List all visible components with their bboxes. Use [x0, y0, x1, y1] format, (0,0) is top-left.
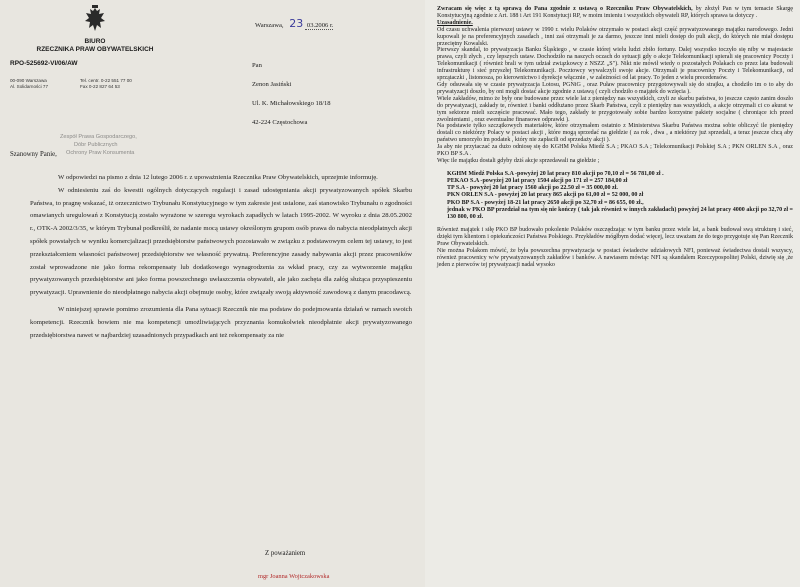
heading-rest: by złożył Pan w tym temacie Skargę Konstytucyjną zgodnie z Art. 188 i Art 191 Konstytucji RP, w moim imieniu i wszystkich obywateli RP, których sprawa ta dotyczy . — [437, 6, 793, 19]
stock-line: PKN ORLEN S.A - powyżej 20 lat pracy 865 akcji po 61,00 zł = 52 000, 00 zł — [447, 192, 644, 199]
complaint-paragraph: Ja aby nie przytaczać za dużo odniosę się do KGHM Polska Miedź S.A ; PKAO S.A ; Telekomunikacji Polskiej S.A ; PKN ORLEN S.A , oraz PKO BP S.A . — [437, 144, 793, 158]
stock-line: TP S.A - powyżej 20 lat pracy 1560 akcji po 22.50 zł = 35 000,00 zł. — [447, 185, 618, 192]
greeting: Szanowny Panie, — [10, 151, 57, 158]
right-letter-page — [425, 0, 800, 587]
office-address — [10, 78, 48, 90]
phone-line: Tel. centr. 0-22 551 77 00 — [80, 78, 132, 83]
recipient-street: Ul. K. Michałowskiego 18/18 — [252, 100, 331, 107]
heading-bold: Zwracam się więc z tą sprawą do Pana zgodnie z ustawą o Rzeczniku Praw Obywatelskich, — [437, 6, 693, 12]
handwritten-day: 23 — [289, 17, 304, 30]
phone-line: Fax 0-22 827 64 53 — [80, 84, 120, 89]
complaint-paragraph: Również majątek i siłę PKO BP budowało pokolenie Polaków oszczędzając w tym banku przez wiele lat, a bank budował swą strukturę i sieć, dzięki tym klientom i opiekuńczości Państwa Polskiego. Przykładów mógłbym dodać więcej, lecz uważam że do tego przygotuje się Pan Rzecznik Praw Obywatelskich. — [437, 227, 793, 248]
date-rest: 03.2006 r. — [306, 22, 334, 29]
complaint-paragraph: Na podstawie tylko szczątkowych materiałów, które otrzymałem ostatnio z Ministerstwa Skarbu Państwa można sobie obliczyć ile pieniędzy dostali co niektórzy Polacy w postaci akcji , które mogą sprzedać na giełdzie ( za rok , dwa , a niektórzy już sprzedali, a teraz jeszcze chcą aby państwo umorzyło im podatek , który nie zapłacili od sprzedaży akcji ). — [437, 123, 793, 144]
stock-line: jednak w PKO BP przedział na tym się nie kończy ( tak jak również w innych zakładach) powyżej 24 lat pracy 4000 akcji po 32,70 zł = 130 800, 00 zł. — [447, 206, 793, 221]
complaint-body — [437, 6, 793, 269]
stock-list — [447, 171, 793, 221]
recipient-salutation: Pan — [252, 62, 262, 69]
complaint-paragraph: Więc ile majątku dostali gdyby dziś akcje sprzedawali na giełdzie ; — [437, 157, 600, 164]
recipient-city: 42-224 Częstochowa — [252, 119, 308, 126]
complaint-paragraph: Pierwszy skandal, to prywatyzacja Banku Śląskiego , w czasie której wielu ludzi zbiło fortuny. Dalej wszystko toczyło się niby w majestacie prawa, czyli złych , czy lepszych ustaw. Dochodziło na naszych oczach do sytuacji gdy o akcje Telekomunikacji spierali się pracownicy Poczty i Telekomunikacji ( również brali w tym udział związkowcy z NSZZ „S"). Nikt nie mówił wtedy o pozostałych Polakach co przez lata budowali infrastrukturę i sieć przyszłej Telekomunikacji. Pocztowcy wywalczyli swoje akcje. Otrzymali je pracownicy Poczty i Telekomunikacji, od sprzątaczki , listonosza, po kierownictwo i dyrekcje włącznie , w zależności od lat pracy. To jeden z wielu precedensów. — [437, 47, 793, 82]
date-prefix: Warszawa, — [255, 22, 284, 29]
department-stamp — [60, 133, 137, 157]
office-phone — [80, 78, 132, 90]
office-line2: RZECZNIKA PRAW OBYWATELSKICH — [36, 46, 154, 53]
reference-number: RPO-525692-VI/06/AW — [10, 60, 78, 67]
justification-label: Uzasadnienie. — [437, 19, 473, 26]
stock-line: PEKAO S.A -powyżej 20 lat pracy 1504 akcji po 171 zł = 257 184,00 zł — [447, 178, 628, 185]
letter-paragraph: W odpowiedzi na pismo z dnia 12 lutego 2006 r. z upoważnienia Rzecznika Praw Obywatelskich, uprzejmie informuję. — [58, 174, 378, 181]
complaint-paragraph: Gdy odsuwała się w czasie prywatyzacja Lotosu, PGNiG , oraz Puław pracownicy przygotowywali się do strajku, a chodziło im o to aby do prywatyzacji doszło, by oni mogli dostać akcje zgodnie z ustawą ( czyli chodziło o majątek do wzięcia ). — [437, 81, 793, 95]
closing: Z poważaniem — [265, 550, 306, 557]
letter-body — [30, 172, 412, 342]
complaint-paragraph: Wiele zakładów, mimo że były one budowane przez wiele lat z pieniędzy nas wszystkich, czyli ze skarbu państwa, to jeszcze często zanim doszło do prywatyzacji, zakłady te, również i banki oddłużano przez Skarb Państwa, czyli z pieniędzy nas wszystkich, a akcje otrzymali ci co akurat w tym sektorze mieli szczęście pracować. Mało tego, zakłady te przygotowały sobie bardzo korzystne pakiety socjalne ( chroniące ich przed zwolnieniami , oraz ewentualne finansowe odprawki ). — [437, 95, 793, 123]
complaint-heading — [437, 6, 793, 20]
letter-paragraph: W odniesieniu zaś do kwestii ogólnych dotyczących regulacji i zasad udostępniania akcji prywatyzowanych spółek Skarbu Państwa, to pragnę wskazać, iż orzecznictwo Trybunału Konstytucyjnego w tym zakresie jest ustalone, zaś stanowisko Trybunału o zgodności omawianych uregulowań z Konstytucją zostało wyrażone w szeregu wyrokach zapadłych w latach 1995-2002. W wyroku z dnia 28.05.2002 r., OTK-A 2002/3/35, w którym Trybunał podkreślił, że nadanie mocą ustawy określonym grupom osób prawa do nabycia nieodpłatnych akcji spółek powstałych w wyniku komercjalizacji przedsiębiorstw państwowych pozostawało w związku z podstawowym celem tej ustawy, to jest przekształceniem własności państwowej przedsiębiorstw we własność prywatną. Preferencyjne zasady nabywania akcji przez pracowników został wprowadzone nie jako forma rekompensaty lub dodatkowego wynagrodzenia za wkład pracy, czy za wytworzenie majątku prywatyzowanych przedsiębiorstw ani jako forma powszechnego uwłaszczenia obywateli, ale jako zachęta dla załóg służąca przyspieszeniu prywatyzacji. Uprawnienie do nieodpłatnego nabycia akcji obejmuje osoby, które związały swoją aktywność zawodową z danym pracodawcą. — [30, 186, 412, 297]
stamp-line: Ochrony Praw Konsumenta — [66, 150, 135, 156]
date-line — [255, 17, 333, 30]
complaint-paragraph: Nie można Polakom mówić, że była powszechna prywatyzacja w postaci świadectw udziałowych NFI, ponieważ świadectwa dostali wszyscy, również pracownicy w/w prywatyzowanych zakładów i banków. A nawiasem mówiąc NFI są skandalem Rzeczypospolitej Polski, dziwię się ,że jeden z pierwców tej prywatyzacji nadal wysoko — [437, 247, 793, 268]
stock-line: PKO BP S.A - powyżej 18-21 lat pracy 2650 akcji po 32,70 zł = 86 655, 00 zł., — [447, 199, 644, 206]
polish-eagle-emblem-icon — [82, 4, 108, 36]
signature-name: mgr Joanna Wojtczakowska — [258, 573, 330, 580]
address-line: 00-090 Warszawa — [10, 78, 47, 83]
office-name — [30, 38, 160, 54]
office-line1: BIURO — [84, 38, 106, 45]
complaint-paragraph: Od czasu uchwalenia pierwszej ustawy w 1990 r. wielu Polaków otrzymało w postaci akcji część prywatyzowanego majątku narodowego. Jedni kupowali je na preferencyjnych zasadach , inni zaś otrzymali je za darmo, jeszcze inni mieli dostęp do puli akcji, do których nie miał dostępu przeciętny Kowalski. — [437, 26, 793, 47]
recipient-name: Zenon Jasiński — [252, 81, 292, 88]
letter-paragraph: W niniejszej sprawie pomimo zrozumienia dla Pana sytuacji Rzecznik nie ma podstaw do podejmowania działań w ramach swoich kompetencji. Rzecznik bowiem nie ma kompetencji umożliwiających przyznania komukolwiek nieodpłatnie akcji prywatyzowanego przedsiębiorstwa nawet w najbardziej uzasadnionych przypadkach ani też rekompensaty za nie — [30, 305, 412, 339]
stamp-line: Zespół Prawa Gospodarczego, — [60, 134, 137, 140]
address-line: Al. Solidarności 77 — [10, 84, 49, 89]
recipient-block — [252, 60, 331, 128]
stock-line: KGHM Miedź Polska S.A -powyżej 20 lat pracy 810 akcji po 70,10 zł = 56 781,00 zł . — [447, 170, 664, 177]
stamp-line: Dóbr Publicznych — [74, 142, 118, 148]
